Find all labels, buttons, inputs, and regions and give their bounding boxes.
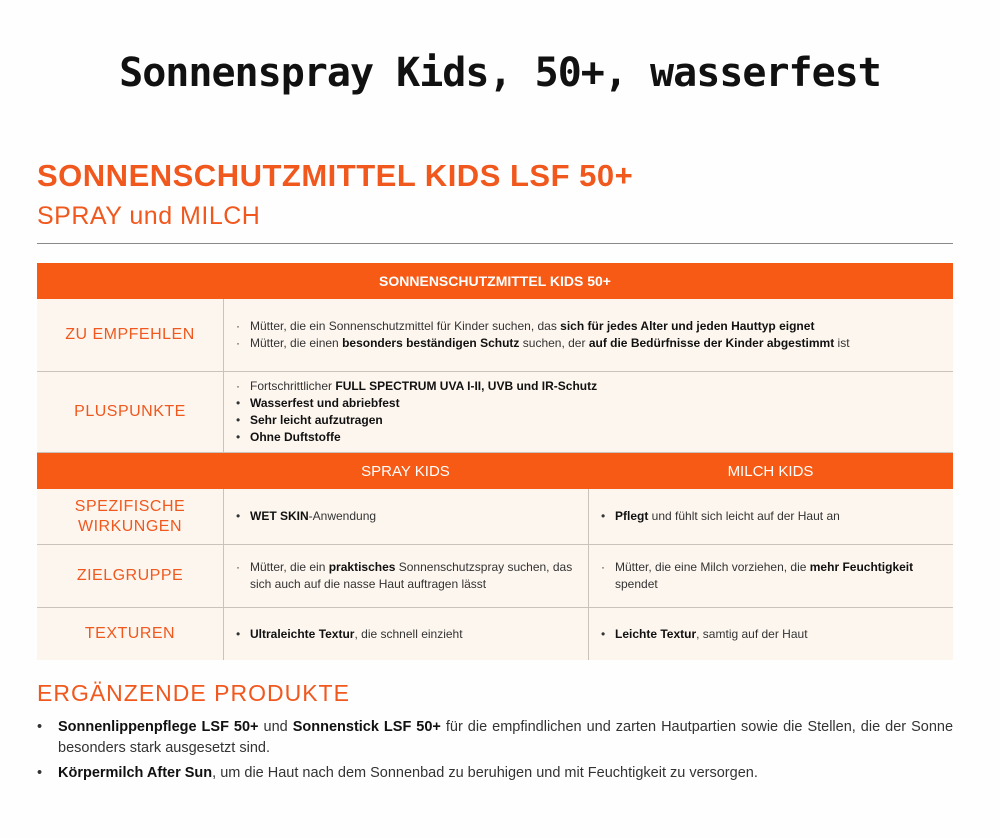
list-item-text: Ohne Duftstoffe [250, 430, 341, 444]
milch-cell-text: Pflegt und fühlt sich leicht auf der Haut an [615, 509, 840, 523]
spray-cell-text: Ultraleichte Textur, die schnell einzieht [250, 626, 463, 641]
list-item: · Fortschrittlicher FULL SPECTRUM UVA I-II, UVB und IR-Schutz [236, 379, 598, 393]
row-label: PLUSPUNKTE [37, 372, 224, 452]
list-item: • Sonnenlippenpflege LSF 50+ und Sonnenstick LSF 50+ für die empfindlichen und zarten Hautpartien sowie die Stellen, die der Sonne besonders stark ausgesetzt sind. [37, 717, 953, 759]
spray-cell-text: Mütter, die ein praktisches Sonnenschutzspray suchen, das sich auch auf die nasse Haut auftragen lässt [250, 560, 573, 591]
list-item-text: Sonnenlippenpflege LSF 50+ und Sonnenstick LSF 50+ für die empfindlichen und zarten Hautpartien sowie die Stellen, die der Sonne besonders stark ausgesetzt sind. [58, 719, 954, 756]
list-item: · Mütter, die ein Sonnenschutzmittel für Kinder suchen, das sich für jedes Alter und jeden Hauttyp eignet [236, 319, 815, 333]
list-item: • Ohne Duftstoffe [236, 430, 341, 444]
milch-cell: • Pflegt und fühlt sich leicht auf der Haut an [588, 489, 953, 544]
list-item-text: Mütter, die einen besonders beständigen Schutz suchen, der auf die Bedürfnisse der Kinder abgestimmt ist [250, 336, 850, 350]
row-label: SPEZIFISCHE WIRKUNGEN [37, 489, 224, 544]
list-item: • Sehr leicht aufzutragen [236, 413, 383, 427]
document-subheading: SPRAY und MILCH [37, 202, 261, 230]
table-row-spezifische-wirkungen [37, 489, 953, 545]
list-item-text: Sehr leicht aufzutragen [250, 413, 383, 427]
milch-cell-text: Leichte Textur, samtig auf der Haut [615, 626, 808, 641]
spray-cell-text: WET SKIN-Anwendung [250, 509, 377, 523]
row-label: ZU EMPFEHLEN [37, 299, 224, 371]
row-label: TEXTUREN [37, 608, 224, 660]
list-item: · Mütter, die einen besonders beständigen Schutz suchen, der auf die Bedürfnisse der Kinder abgestimmt ist [236, 336, 850, 350]
list-item: • Wasserfest und abriebfest [236, 396, 400, 410]
list-item: • Körpermilch After Sun, um die Haut nach dem Sonnenbad zu beruhigen und mit Feuchtigkeit zu versorgen. [37, 763, 953, 784]
list-item-text: Fortschrittlicher FULL SPECTRUM UVA I-II, UVB und IR-Schutz [250, 379, 598, 393]
list-item-text: Wasserfest und abriebfest [250, 396, 400, 410]
table-header-title: SONNENSCHUTZMITTEL KIDS 50+ [379, 273, 611, 289]
row-content [224, 372, 953, 452]
table-row-pluspunkte [37, 372, 953, 453]
column-header-milch: MILCH KIDS [727, 462, 814, 480]
table-header-bar [37, 263, 953, 299]
table-row-texturen [37, 608, 953, 660]
product-comparison-table [37, 263, 953, 660]
document-heading: SONNENSCHUTZMITTEL KIDS LSF 50+ [37, 158, 634, 193]
milch-cell: · Mütter, die eine Milch vorziehen, die mehr Feuchtigkeit spendet [588, 545, 953, 607]
spray-cell: • Ultraleichte Textur, die schnell einzieht [236, 626, 463, 641]
list-item-text: Körpermilch After Sun, um die Haut nach dem Sonnenbad zu beruhigen und mit Feuchtigkeit zu versorgen. [58, 765, 758, 781]
milch-cell: • Leichte Textur, samtig auf der Haut [588, 608, 953, 660]
spray-cell: • WET SKIN-Anwendung [236, 509, 377, 523]
column-header-bar [37, 453, 953, 489]
row-label: ZIELGRUPPE [37, 545, 224, 607]
complementary-products-heading: ERGÄNZENDE PRODUKTE [37, 680, 350, 706]
list-item-text: Mütter, die ein Sonnenschutzmittel für Kinder suchen, das sich für jedes Alter und jeden Hauttyp eignet [250, 319, 815, 333]
heading-divider [37, 243, 953, 244]
complementary-products-list [37, 717, 953, 788]
column-header-spray: SPRAY KIDS [361, 462, 450, 480]
table-row-zu-empfehlen [37, 299, 953, 372]
row-content [224, 299, 953, 371]
spray-cell: · Mütter, die ein praktisches Sonnenschutzspray suchen, das sich auch auf die nasse Haut auftragen lässt [224, 545, 588, 607]
milch-cell-text: Mütter, die eine Milch vorziehen, die mehr Feuchtigkeit spendet [615, 560, 914, 591]
table-row-zielgruppe [37, 545, 953, 608]
page-title: Sonnenspray Kids, 50+, wasserfest [119, 50, 881, 96]
